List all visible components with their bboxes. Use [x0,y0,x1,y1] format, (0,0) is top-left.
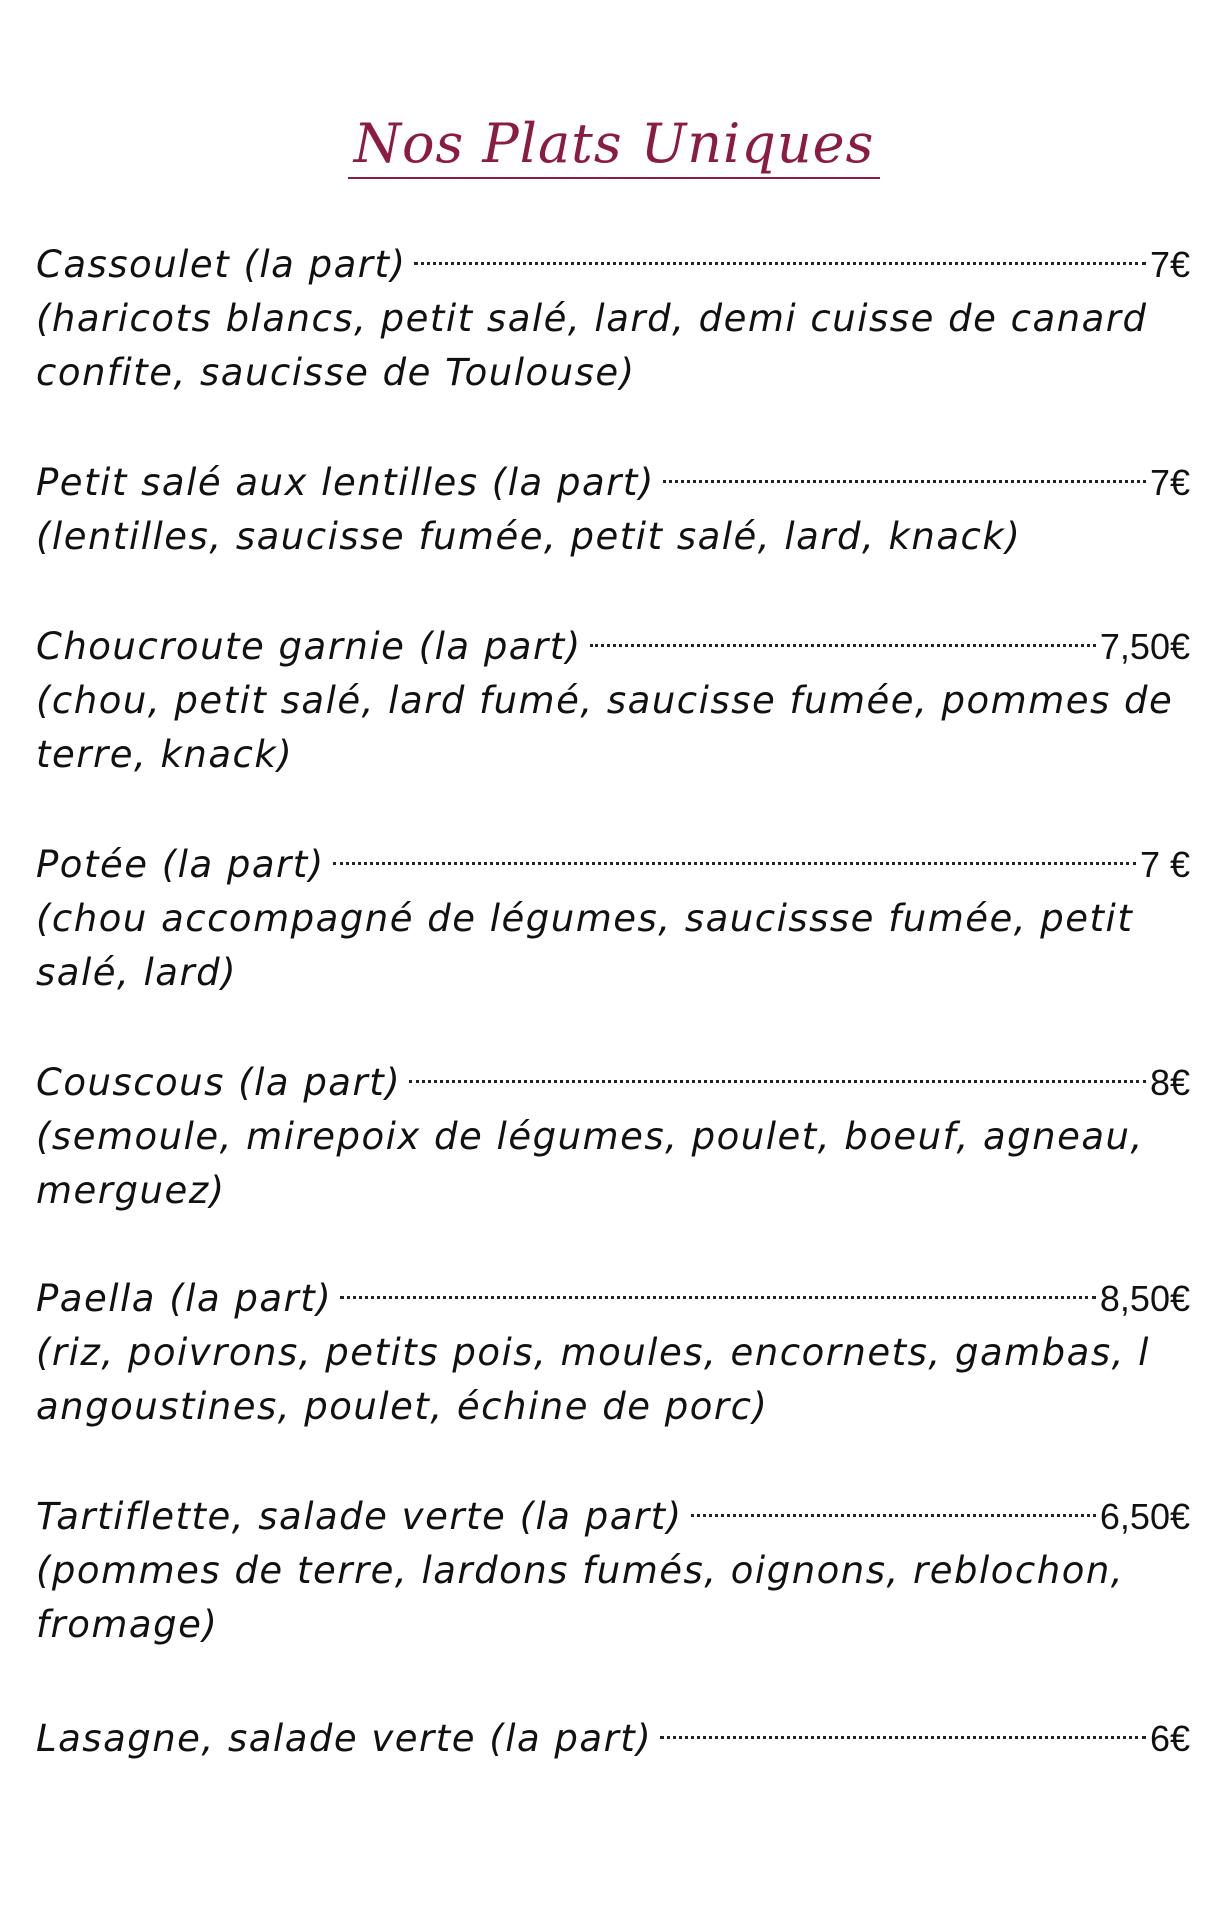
dot-leader [409,1080,1146,1083]
menu-item-choucroute [36,620,1190,782]
menu-item-couscous [36,1056,1190,1218]
item-price: 7€ [1149,462,1190,503]
item-name: Choucroute garnie (la part) [36,625,582,668]
dot-leader [590,644,1096,647]
menu-title [0,112,1228,179]
item-price: 6,50€ [1099,1496,1190,1537]
item-description: (chou, petit salé, lard fumé, saucisse fumée, pommes de terre, knack) [36,679,1174,776]
item-name: Petit salé aux lentilles (la part) [36,461,655,504]
menu-item-potee [36,838,1190,1000]
dot-leader [691,1514,1096,1517]
menu-item-cassoulet [36,238,1190,400]
menu-item-petit-sale [36,456,1190,564]
item-description: (pommes de terre, lardons fumés, oignons, reblochon, fromage) [36,1549,1125,1646]
item-description: (lentilles, saucisse fumée, petit salé, lard, knack) [36,515,1022,558]
item-price: 7 € [1139,844,1190,885]
item-description: (semoule, mirepoix de légumes, poulet, boeuf, agneau, merguez) [36,1115,1144,1212]
menu-item-lasagne [36,1712,1190,1766]
item-price: 8€ [1149,1062,1190,1103]
menu-item-paella [36,1272,1190,1434]
item-name: Cassoulet (la part) [36,243,407,286]
item-name: Tartiflette, salade verte (la part) [36,1495,683,1538]
item-description: (haricots blancs, petit salé, lard, demi cuisse de canard confite, saucisse de Toulouse) [36,297,1148,394]
item-description: (chou accompagné de légumes, saucissse fumée, petit salé, lard) [36,897,1134,994]
item-price: 7€ [1149,244,1190,285]
dot-leader [340,1296,1096,1299]
dot-leader [663,480,1146,483]
item-name: Lasagne, salade verte (la part) [36,1717,653,1760]
menu-item-tartiflette [36,1490,1190,1652]
item-price: 6€ [1149,1718,1190,1759]
dot-leader [660,1736,1146,1739]
dot-leader [414,262,1146,265]
item-price: 7,50€ [1099,626,1190,667]
item-description: (riz, poivrons, petits pois, moules, encornets, gambas, l angoustines, poulet, échine de porc) [36,1331,1150,1428]
item-price: 8,50€ [1099,1278,1190,1319]
item-name: Couscous (la part) [36,1061,402,1104]
menu-title-text: Nos Plats Uniques [348,114,881,179]
item-name: Paella (la part) [36,1277,333,1320]
item-name: Potée (la part) [36,843,325,886]
dot-leader [333,862,1136,865]
